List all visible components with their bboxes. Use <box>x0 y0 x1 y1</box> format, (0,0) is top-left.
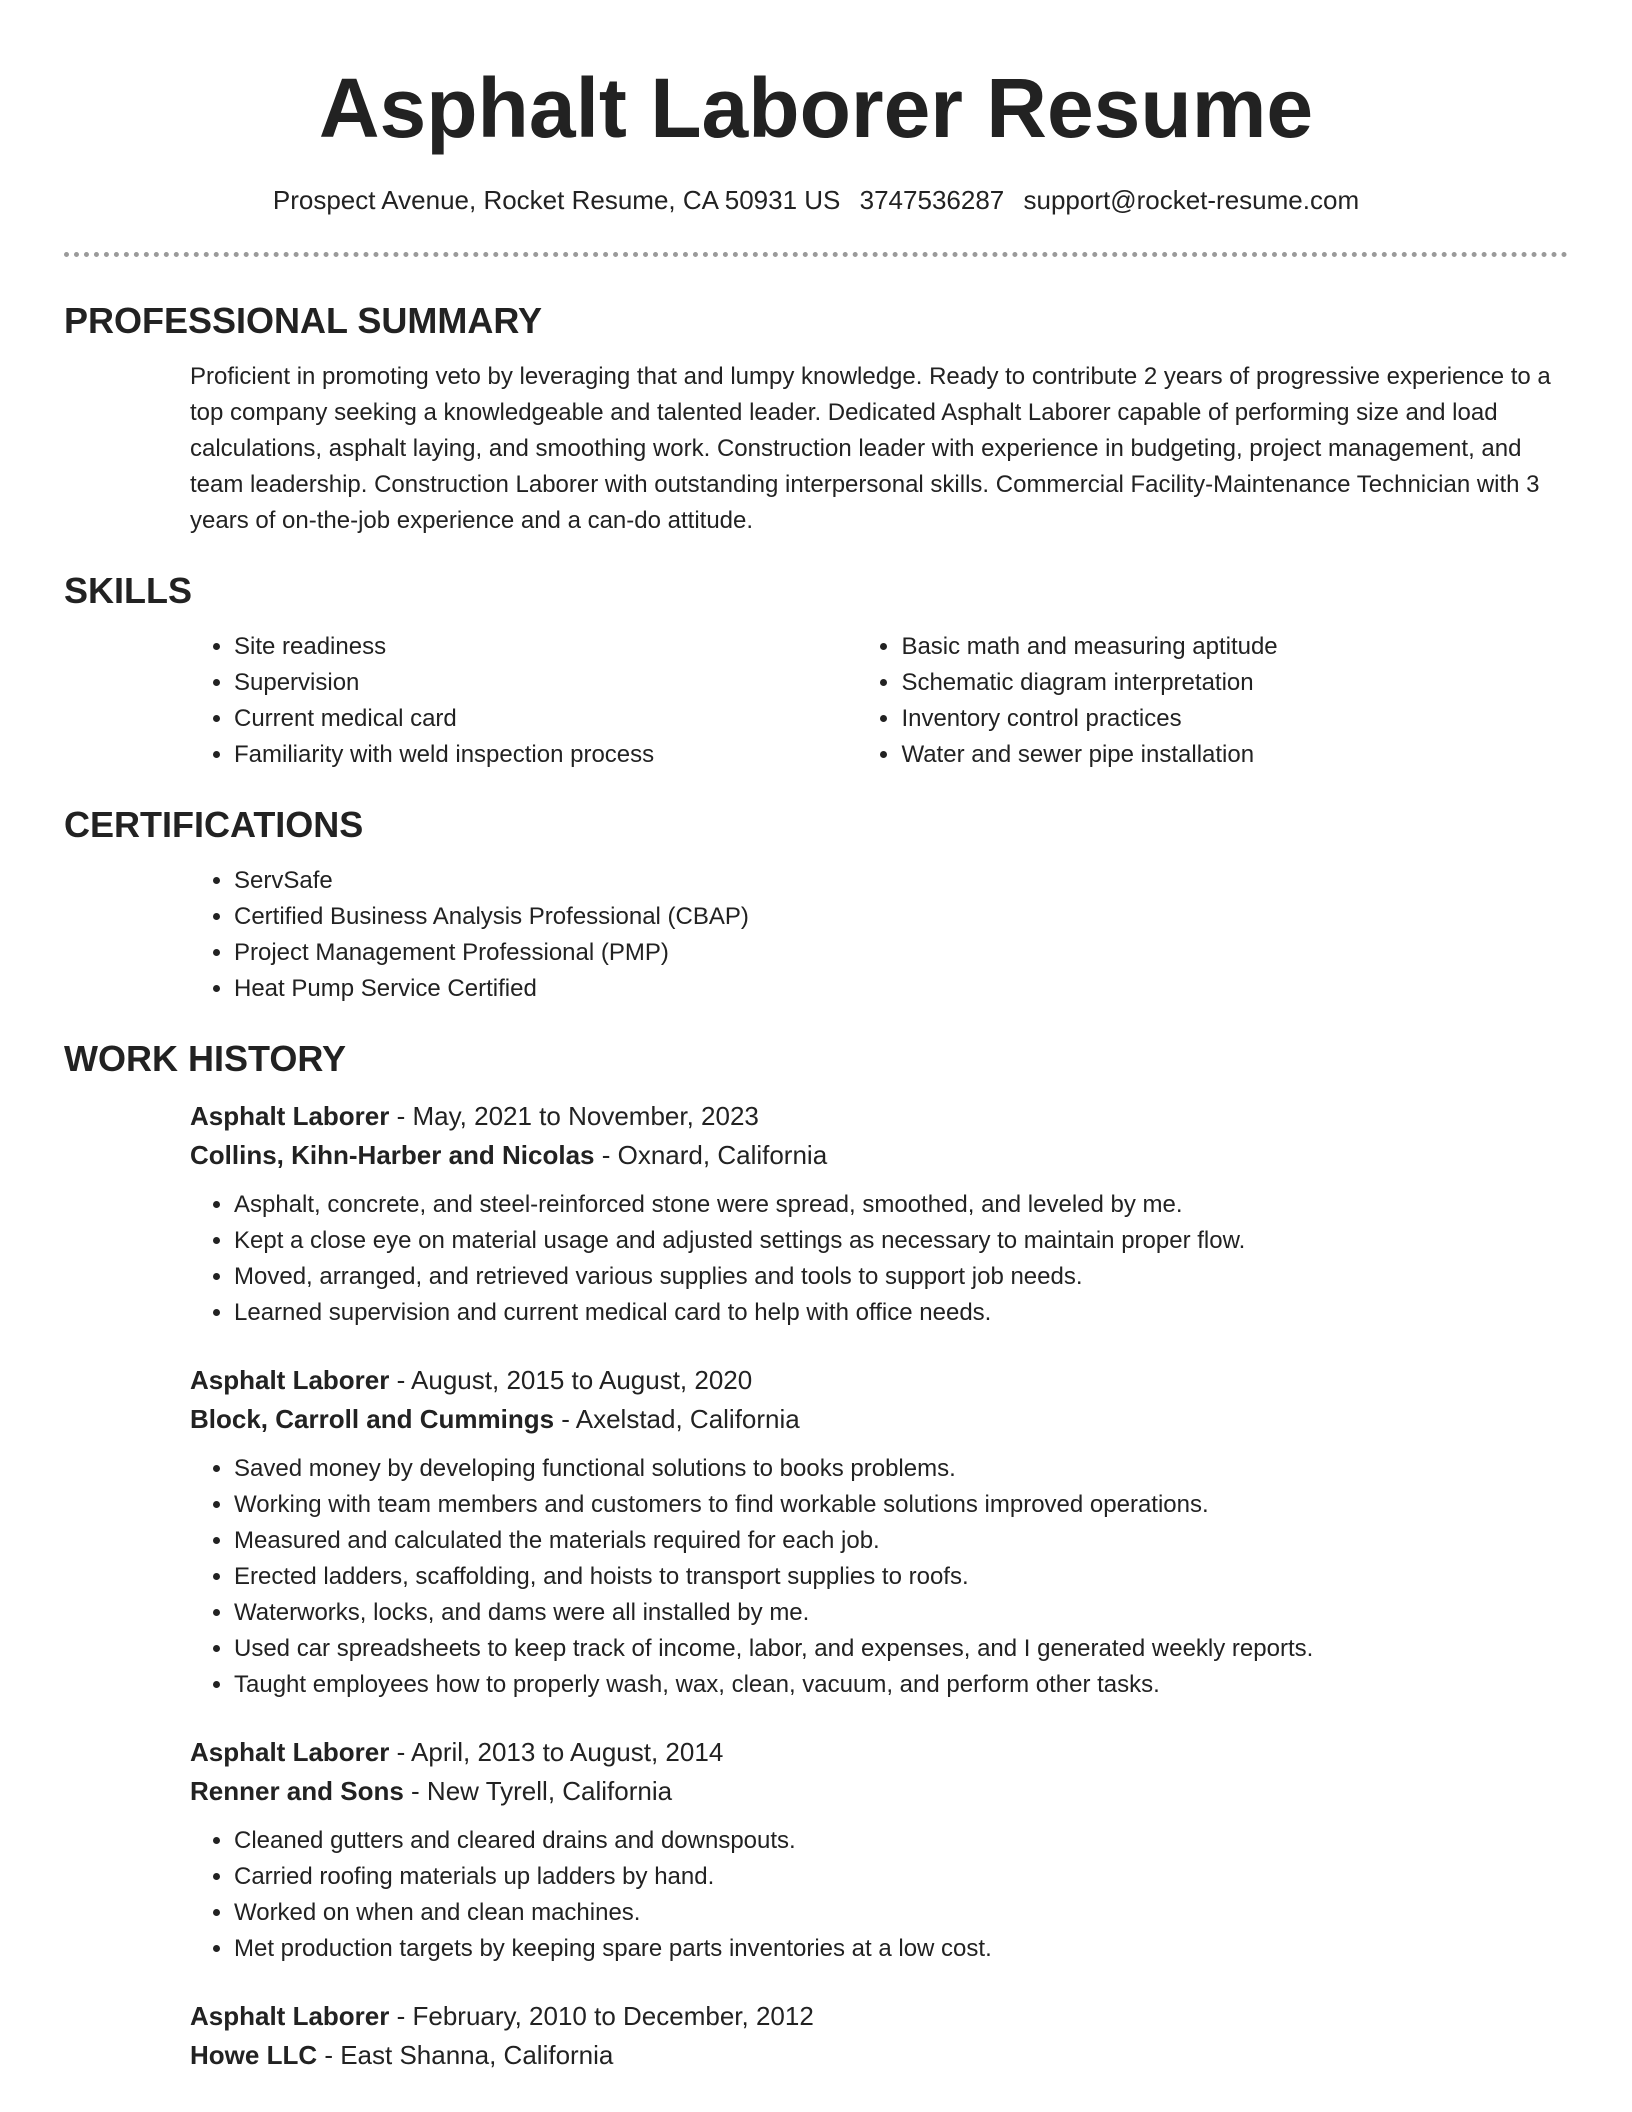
skill-item: • Current medical card <box>234 701 857 737</box>
job-dates: - February, 2010 to December, 2012 <box>389 2001 814 2031</box>
contact-line <box>64 182 1568 218</box>
skill-item: • Familiarity with weld inspection process <box>234 737 857 773</box>
job-entry <box>190 1733 1568 1967</box>
job-title-line <box>190 1733 1568 1772</box>
certification-item: • Heat Pump Service Certified <box>234 971 1568 1007</box>
job-entry <box>190 1997 1568 2075</box>
job-duty: • Waterworks, locks, and dams were all installed by me. <box>234 1595 1568 1631</box>
certifications-section <box>64 801 1568 1007</box>
skill-item: • Basic math and measuring aptitude <box>901 629 1568 665</box>
job-duty: • Moved, arranged, and retrieved various supplies and tools to support job needs. <box>234 1259 1568 1295</box>
header-divider <box>64 252 1568 257</box>
job-dates: - August, 2015 to August, 2020 <box>389 1365 753 1395</box>
job-company: Collins, Kihn-Harber and Nicolas <box>190 1140 595 1170</box>
job-duty: • Asphalt, concrete, and steel-reinforced stone were spread, smoothed, and leveled by me. <box>234 1187 1568 1223</box>
job-duty: • Measured and calculated the materials required for each job. <box>234 1523 1568 1559</box>
job-duty: • Worked on when and clean machines. <box>234 1895 1568 1931</box>
summary-heading: PROFESSIONAL SUMMARY <box>64 300 543 341</box>
job-duty: • Used car spreadsheets to keep track of income, labor, and expenses, and I generated weekly reports. <box>234 1631 1568 1667</box>
contact-email: support@rocket-resume.com <box>1023 185 1360 215</box>
job-title: Asphalt Laborer <box>190 2001 390 2031</box>
skill-item: • Water and sewer pipe installation <box>901 737 1568 773</box>
job-dates: - May, 2021 to November, 2023 <box>389 1101 759 1131</box>
resume-page <box>64 0 1568 2075</box>
job-duties-list <box>190 1823 1568 1967</box>
job-location: - Oxnard, California <box>594 1140 828 1170</box>
job-company-line <box>190 1772 1568 1811</box>
job-duty: • Carried roofing materials up ladders by hand. <box>234 1859 1568 1895</box>
summary-text: Proficient in promoting veto by leveraging that and lumpy knowledge. Ready to contribute 2 years of progressive experience to a top company seeking a knowledgeable and talented leader. Dedicated Asphalt Laborer capable of performing size and load calculations, asphalt laying, and smoothing work. Construction leader with experience in budgeting, project management, and team leadership. Construction Laborer with outstanding interpersonal skills. Commercial Facility-Maintenance Technician with 3 years of on-the-job experience and a can-do attitude. <box>190 363 1551 534</box>
job-location: - Axelstad, California <box>554 1404 800 1434</box>
job-duties-list <box>190 1451 1568 1703</box>
job-duty: • Taught employees how to properly wash, wax, clean, vacuum, and perform other tasks. <box>234 1667 1568 1703</box>
skill-item: • Site readiness <box>234 629 857 665</box>
job-company-line <box>190 1400 1568 1439</box>
work-history-heading: WORK HISTORY <box>64 1038 347 1079</box>
job-entry <box>190 1097 1568 1331</box>
job-company: Block, Carroll and Cummings <box>190 1404 555 1434</box>
job-title-line <box>190 1997 1568 2036</box>
job-title-line <box>190 1097 1568 1136</box>
resume-title: Asphalt Laborer Resume <box>318 61 1314 155</box>
job-company: Renner and Sons <box>190 1776 404 1806</box>
job-company: Howe LLC <box>190 2040 318 2070</box>
skill-item: • Supervision <box>234 665 857 701</box>
job-title: Asphalt Laborer <box>190 1737 390 1767</box>
job-company-line <box>190 1136 1568 1175</box>
skills-heading: SKILLS <box>64 570 193 611</box>
job-duty: • Cleaned gutters and cleared drains and downspouts. <box>234 1823 1568 1859</box>
job-duty: • Kept a close eye on material usage and adjusted settings as necessary to maintain proper flow. <box>234 1223 1568 1259</box>
job-company-line <box>190 2036 1568 2075</box>
job-dates: - April, 2013 to August, 2014 <box>389 1737 724 1767</box>
skill-item: • Inventory control practices <box>901 701 1568 737</box>
work-history-section <box>64 1035 1568 2075</box>
skills-section <box>64 567 1568 773</box>
job-duty: • Met production targets by keeping spare parts inventories at a low cost. <box>234 1931 1568 1967</box>
job-title: Asphalt Laborer <box>190 1101 390 1131</box>
job-duty: • Saved money by developing functional solutions to books problems. <box>234 1451 1568 1487</box>
certifications-list <box>190 863 1568 1007</box>
job-duty: • Learned supervision and current medical card to help with office needs. <box>234 1295 1568 1331</box>
contact-phone: 3747536287 <box>859 185 1005 215</box>
job-location: - New Tyrell, California <box>403 1776 673 1806</box>
job-location: - East Shanna, California <box>317 2040 614 2070</box>
job-title-line <box>190 1361 1568 1400</box>
job-title: Asphalt Laborer <box>190 1365 390 1395</box>
job-duty: • Erected ladders, scaffolding, and hoists to transport supplies to roofs. <box>234 1559 1568 1595</box>
certification-item: • ServSafe <box>234 863 1568 899</box>
certification-item: • Certified Business Analysis Professional (CBAP) <box>234 899 1568 935</box>
certification-item: • Project Management Professional (PMP) <box>234 935 1568 971</box>
summary-section <box>64 297 1568 539</box>
contact-address: Prospect Avenue, Rocket Resume, CA 50931 US <box>272 185 841 215</box>
job-entry <box>190 1361 1568 1703</box>
skill-item: • Schematic diagram interpretation <box>901 665 1568 701</box>
skills-grid <box>190 629 1568 773</box>
job-duties-list <box>190 1187 1568 1331</box>
skills-right-list <box>857 629 1568 773</box>
certifications-heading: CERTIFICATIONS <box>64 804 364 845</box>
job-duty: • Working with team members and customers to find workable solutions improved operations. <box>234 1487 1568 1523</box>
skills-left-list <box>190 629 857 773</box>
